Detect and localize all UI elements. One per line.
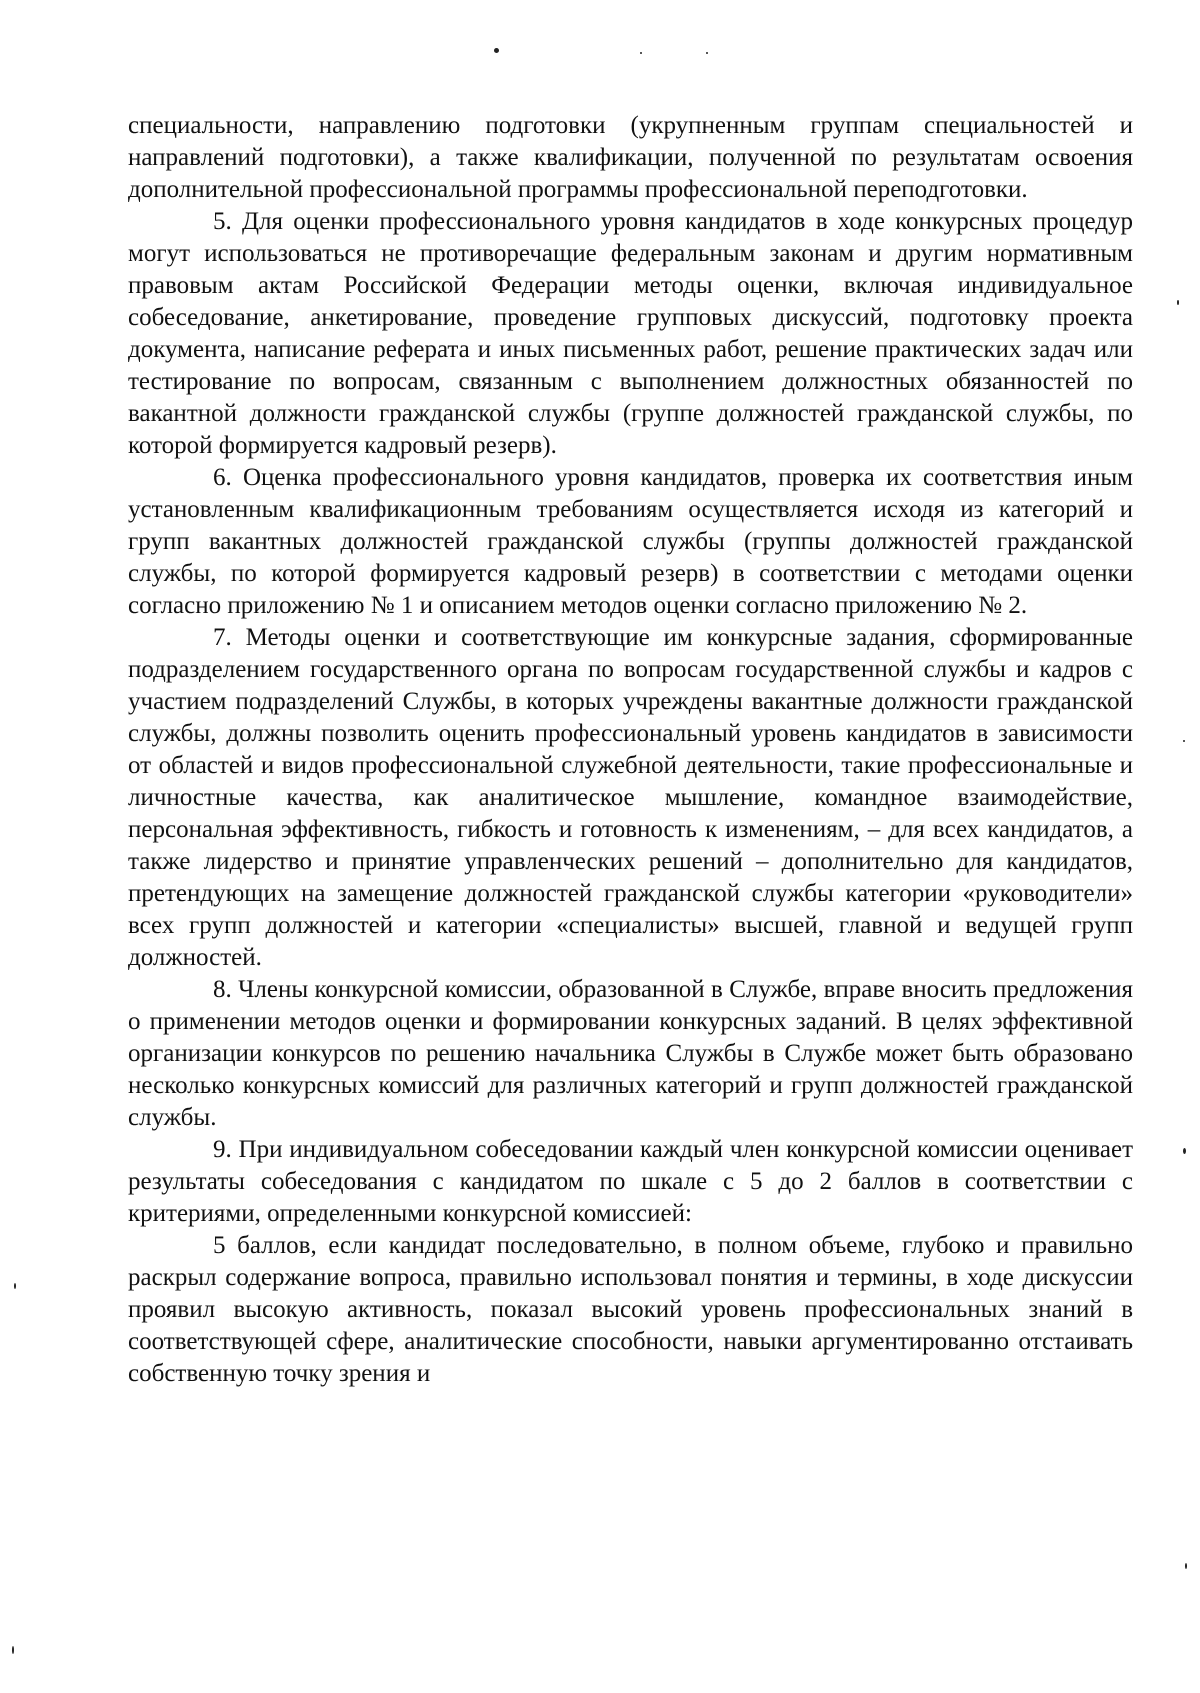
scan-speck [12, 1646, 14, 1654]
scan-speck [1183, 740, 1185, 742]
paragraph-6: 6. Оценка профессионального уровня кандидатов, проверка их соответствия иным установленным квалификационным требованиям осуществляется исходя из категорий и групп вакантных должностей гражданской службы (группы должностей гражданской службы, по которой формируется кадровый резерв) в соответствии с методами оценки согласно приложению № 1 и описанием методов оценки согласно приложению № 2. [128, 464, 1133, 619]
paragraph-7: 7. Методы оценки и соответствующие им конкурсные задания, сформированные подразделением государственного органа по вопросам государственной службы и кадров с участием подразделений Службы, в которых учреждены вакантные должности гражданской службы, должны позволить оценить профессиональный уровень кандидатов в зависимости от областей и видов профессиональной служебной деятельности, такие профессиональные и личностные качества, как аналитическое мышление, командное взаимодействие, персональная эффективность, гибкость и готовность к изменениям, – для всех кандидатов, а также лидерство и принятие управленческих решений – дополнительно для кандидатов, претендующих на замещение должностей гражданской службы категории «руководители» всех групп должностей и категории «специалисты» высшей, главной и ведущей групп должностей. [128, 624, 1133, 971]
scan-speck [1185, 1563, 1187, 1569]
scan-speck [1183, 1148, 1186, 1154]
paragraph-8: 8. Члены конкурсной комиссии, образованной в Службе, вправе вносить предложения о применении методов оценки и формировании конкурсных заданий. В целях эффективной организации конкурсов по решению начальника Службы в Службе может быть образовано несколько конкурсных комиссий для различных категорий и групп должностей гражданской службы. [128, 976, 1133, 1131]
document-body [128, 110, 1133, 1390]
paragraph-5-points: 5 баллов, если кандидат последовательно, в полном объеме, глубоко и правильно раскрыл содержание вопроса, правильно использовал понятия и термины, в ходе дискуссии проявил высокую активность, показал высокий уровень профессиональных знаний в соответствующей сфере, аналитические способности, навыки аргументированно отстаивать собственную точку зрения и [128, 1232, 1133, 1387]
paragraph-5: 5. Для оценки профессионального уровня кандидатов в ходе конкурсных процедур могут использоваться не противоречащие федеральным законам и другим нормативным правовым актам Российской Федерации методы оценки, включая индивидуальное собеседование, анкетирование, проведение групповых дискуссий, подготовку проекта документа, написание реферата и иных письменных работ, решение практических задач или тестирование по вопросам, связанным с выполнением должностных обязанностей по вакантной должности гражданской службы (группе должностей гражданской службы, по которой формируется кадровый резерв). [128, 208, 1133, 459]
scan-speck [14, 1283, 16, 1289]
scan-speck [1177, 300, 1179, 305]
scan-speck [494, 48, 499, 53]
paragraph-9: 9. При индивидуальном собеседовании каждый член конкурсной комиссии оценивает результаты собеседования с кандидатом по шкале с 5 до 2 баллов в соответствии с критериями, определенными конкурсной комиссией: [128, 1136, 1133, 1227]
paragraph-continuation: специальности, направлению подготовки (укрупненным группам специальностей и направлений подготовки), а также квалификации, полученной по результатам освоения дополнительной профессиональной программы профессиональной переподготовки. [128, 112, 1133, 203]
scan-speck [706, 52, 708, 54]
scan-speck [640, 52, 642, 54]
